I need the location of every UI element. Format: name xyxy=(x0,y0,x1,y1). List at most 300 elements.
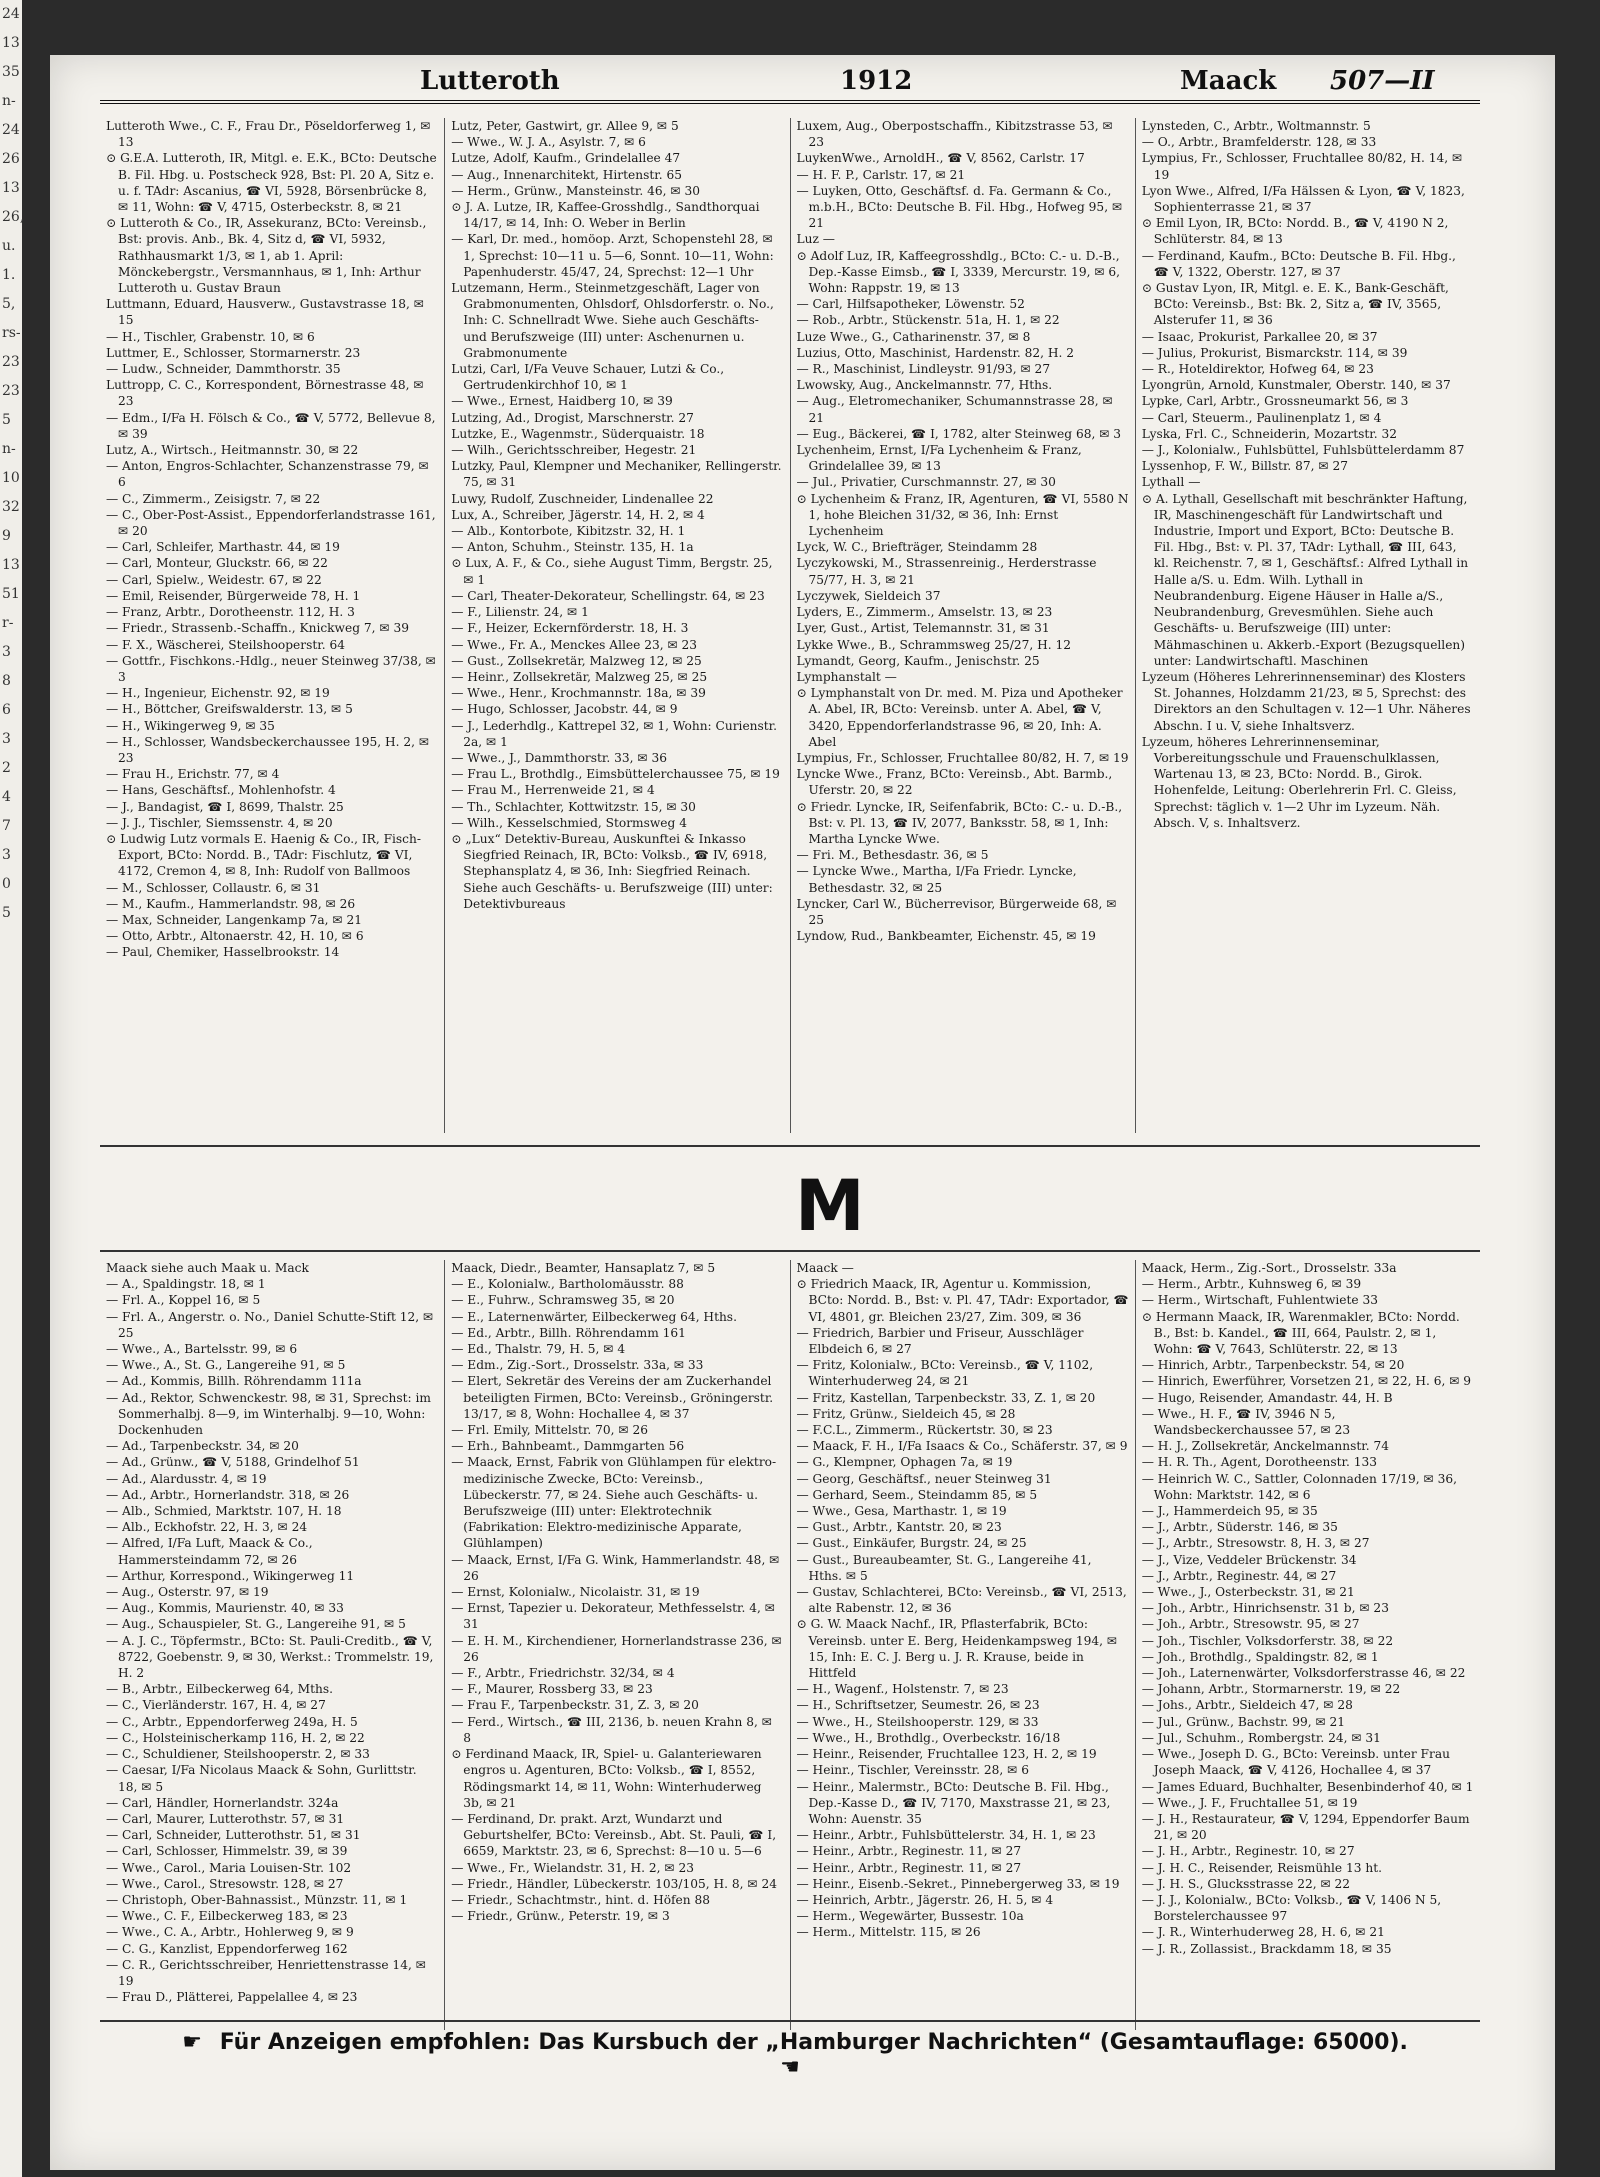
directory-entry: — Hugo, Reisender, Amandastr. 44, H. B xyxy=(1141,1390,1393,1405)
directory-entry: Luxem, Aug., Oberpostschaffn., Kibitzstrasse 53, ✉ 23 xyxy=(796,119,1113,150)
directory-entry: — H., Wagenf., Holstenstr. 7, ✉ 23 xyxy=(796,1682,1009,1697)
directory-entry: — J. J., Kolonialw., BCto: Volksb., ☎ V, 1406 N 5, Borstelerchaussee 97 xyxy=(1141,1892,1442,1924)
directory-entry: — C., Holsteinischerkamp 116, H. 2, ✉ 22 xyxy=(106,1730,365,1745)
directory-entry: — A., Spaldingstr. 18, ✉ 1 xyxy=(106,1277,266,1292)
directory-column xyxy=(444,1260,789,2030)
directory-column xyxy=(1135,118,1480,1133)
gutter-mark: 9 xyxy=(2,528,11,544)
directory-entry: ⊙ Emil Lyon, IR, BCto: Nordd. B., ☎ V, 4190 N 2, Schlüterstr. 84, ✉ 13 xyxy=(1141,216,1449,247)
directory-entry: — M., Kaufm., Hammerlandstr. 98, ✉ 26 xyxy=(106,896,356,911)
gutter-mark: 3 xyxy=(2,644,11,660)
directory-entry: — F., Lilienstr. 24, ✉ 1 xyxy=(451,605,589,620)
directory-entry: Maack siehe auch Maak u. Mack xyxy=(106,1261,309,1275)
directory-entry: Lyncke Wwe., Franz, BCto: Vereinsb., Abt. Barmb., Uferstr. 20, ✉ 22 xyxy=(796,767,1113,798)
directory-entry: — C. G., Kanzlist, Eppendorferweg 162 xyxy=(106,1941,348,1956)
section-divider xyxy=(100,1145,1480,1147)
directory-entry: ⊙ Lux, A. F., & Co., siehe August Timm, Bergstr. 25, ✉ 1 xyxy=(451,556,773,587)
directory-entry: ⊙ Ferdinand Maack, IR, Spiel- u. Galanteriewaren engros u. Agenturen, BCto: Volksb., ☎ I, 8552, Rödingsmarkt 14, ✉ 11, Wohn: Winterhuderweg 3b, ✉ 21 xyxy=(451,1747,762,1810)
header-right-keyword: Maack xyxy=(1180,66,1277,96)
directory-entry: — Heinr., Zollsekretär, Malzweg 25, ✉ 25 xyxy=(451,669,708,684)
directory-entry: Lutzke, E., Wagenmstr., Süderquaistr. 18 xyxy=(451,426,705,441)
directory-entry: — Fri. M., Bethesdastr. 36, ✉ 5 xyxy=(796,848,989,863)
directory-entry: Lutz, Peter, Gastwirt, gr. Allee 9, ✉ 5 xyxy=(451,119,679,133)
directory-entry: Lyer, Gust., Artist, Telemannstr. 31, ✉ 31 xyxy=(796,621,1050,636)
directory-entry: — Heinrich, Arbtr., Jägerstr. 26, H. 5, ✉ 4 xyxy=(796,1892,1054,1907)
directory-entry: — Aug., Osterstr. 97, ✉ 19 xyxy=(106,1585,269,1600)
directory-entry: — Wwe., H. F., ☎ IV, 3946 N 5, Wandsbeckerchaussee 57, ✉ 23 xyxy=(1141,1406,1351,1438)
directory-entry: — Carl, Monteur, Gluckstr. 66, ✉ 22 xyxy=(106,556,328,571)
page-number: 507—II xyxy=(1330,66,1435,96)
directory-entry: — J. H. S., Glucksstrasse 22, ✉ 22 xyxy=(1141,1876,1351,1891)
directory-entry: — Christoph, Ober-Bahnassist., Münzstr. 11, ✉ 1 xyxy=(106,1892,408,1907)
gutter-mark: 5 xyxy=(2,412,11,428)
directory-entry: — R., Hoteldirektor, Hofweg 64, ✉ 23 xyxy=(1141,362,1374,377)
directory-entry: — J., Kolonialw., Fuhlsbüttel, Fuhlsbüttelerdamm 87 xyxy=(1141,443,1465,458)
directory-column xyxy=(100,1260,444,2030)
directory-entry: — Frau M., Herrenweide 21, ✉ 4 xyxy=(451,783,655,798)
directory-entry: ⊙ „Lux“ Detektiv-Bureau, Auskunftei & Inkasso Siegfried Reinach, IR, BCto: Volksb., ☎ IV, 6918, Stephansplatz 4, ✉ 36, Inh: Siegfried Reinach. Siehe auch Geschäfts- u. Berufszweige (III) unter: Detektivbureaus xyxy=(451,831,773,911)
directory-entry: — C., Schuldiener, Steilshooperstr. 2, ✉ 33 xyxy=(106,1747,370,1762)
directory-entry: — F. X., Wäscherei, Steilshooperstr. 64 xyxy=(106,637,345,652)
directory-entry: Lyndow, Rud., Bankbeamter, Eichenstr. 45, ✉ 19 xyxy=(796,929,1096,944)
directory-entry: — E., Fuhrw., Schramsweg 35, ✉ 20 xyxy=(451,1293,675,1308)
gutter-mark: 24 xyxy=(2,6,20,22)
directory-entry: — J., Arbtr., Reginestr. 44, ✉ 27 xyxy=(1141,1568,1337,1583)
directory-entry: — Lyncke Wwe., Martha, I/Fa Friedr. Lyncke, Bethesdastr. 32, ✉ 25 xyxy=(796,864,1077,895)
directory-entry: — Eug., Bäckerei, ☎ I, 1782, alter Steinweg 68, ✉ 3 xyxy=(796,426,1122,441)
directory-entry: — Ad., Arbtr., Hornerlandstr. 318, ✉ 26 xyxy=(106,1487,350,1502)
directory-entry: — H. F. P., Carlstr. 17, ✉ 21 xyxy=(796,167,966,182)
directory-entry: — Carl, Händler, Hornerlandstr. 324a xyxy=(106,1795,339,1810)
left-gutter xyxy=(0,0,25,2177)
directory-entry: — F., Arbtr., Friedrichstr. 32/34, ✉ 4 xyxy=(451,1666,675,1681)
gutter-mark: 3 xyxy=(2,731,11,747)
directory-entry: — J. R., Winterhuderweg 28, H. 6, ✉ 21 xyxy=(1141,1925,1385,1940)
directory-entry: — Frau F., Tarpenbeckstr. 31, Z. 3, ✉ 20 xyxy=(451,1698,699,1713)
directory-entry: — Elert, Sekretär des Vereins der am Zuckerhandel beteiligten Firmen, BCto: Vereinsb., Gröningerstr. 13/17, ✉ 8, Wohn: Hochallee 4, ✉ 37 xyxy=(451,1374,774,1421)
gutter-mark: 8 xyxy=(2,673,11,689)
gutter-mark: 7 xyxy=(2,818,11,834)
directory-entry: — Carl, Spielw., Weidestr. 67, ✉ 22 xyxy=(106,572,322,587)
advertisement-footer xyxy=(160,2030,1420,2080)
directory-entry: — J., Hammerdeich 95, ✉ 35 xyxy=(1141,1504,1318,1519)
directory-entry: ⊙ Gustav Lyon, IR, Mitgl. e. E. K., Bank-Geschäft, BCto: Vereinsb., Bst: Bk. 2, Sitz a, ☎ IV, 3565, Alsterufer 11, ✉ 36 xyxy=(1141,281,1449,328)
directory-entry: — Heinr., Arbtr., Fuhlsbüttelerstr. 34, H. 1, ✉ 23 xyxy=(796,1828,1096,1843)
directory-entry: — H., Wikingerweg 9, ✉ 35 xyxy=(106,718,275,733)
directory-entry: — Heinr., Malermstr., BCto: Deutsche B. Fil. Hbg., Dep.-Kasse D., ☎ IV, 7170, Maxstrasse 21, ✉ 23, Wohn: Auenstr. 35 xyxy=(796,1779,1111,1826)
directory-entry: — Herm., Wegewärter, Bussestr. 10a xyxy=(796,1909,1024,1924)
directory-entry: — Wwe., Carol., Stresowstr. 128, ✉ 27 xyxy=(106,1876,344,1891)
directory-entry: — Ed., Thalstr. 79, H. 5, ✉ 4 xyxy=(451,1342,626,1357)
directory-entry: ⊙ Lychenheim & Franz, IR, Agenturen, ☎ VI, 5580 N 1, hohe Bleichen 31/32, ✉ 36, Inh: Ernst Lychenheim xyxy=(796,491,1129,539)
directory-entry: Lykke Wwe., B., Schrammsweg 25/27, H. 12 xyxy=(796,637,1072,652)
directory-entry: — Wwe., J., Dammthorstr. 33, ✉ 36 xyxy=(451,750,667,765)
gutter-mark: 51 xyxy=(2,586,20,602)
directory-entry: — Frau L., Brothdlg., Eimsbüttelerchaussee 75, ✉ 19 xyxy=(451,767,780,782)
directory-entry: — Carl, Schneider, Lutterothstr. 51, ✉ 31 xyxy=(106,1828,361,1843)
footer-divider xyxy=(100,2020,1480,2022)
directory-entry: ⊙ Friedr. Lyncke, IR, Seifenfabrik, BCto: C.- u. D.-B., Bst: v. Pl. 13, ☎ IV, 2077, Banksstr. 58, ✉ 1, Inh: Martha Lyncke Wwe. xyxy=(796,799,1123,846)
page-header xyxy=(100,60,1480,104)
directory-entry: — Carl, Theater-Dekorateur, Schellingstr. 64, ✉ 23 xyxy=(451,588,765,603)
directory-entry: — Herm., Grünw., Mansteinstr. 46, ✉ 30 xyxy=(451,183,700,198)
directory-entry: ⊙ Friedrich Maack, IR, Agentur u. Kommission, BCto: Nordd. B., Bst: v. Pl. 47, TAdr: Exportador, ☎ VI, 4801, gr. Bleichen 23/27, Zim. 309, ✉ 36 xyxy=(796,1277,1129,1324)
directory-entry: — Ernst, Kolonialw., Nicolaistr. 31, ✉ 19 xyxy=(451,1585,700,1600)
directory-entry: — R., Maschinist, Lindleystr. 91/93, ✉ 27 xyxy=(796,362,1051,377)
directory-entry: — Gust., Bureaubeamter, St. G., Langereihe 41, Hths. ✉ 5 xyxy=(796,1552,1092,1583)
directory-entry: — Jul., Privatier, Curschmannstr. 27, ✉ 30 xyxy=(796,475,1056,490)
directory-entry: — Fritz, Kastellan, Tarpenbeckstr. 33, Z. 1, ✉ 20 xyxy=(796,1390,1096,1405)
directory-entry: — Wwe., A., Bartelsstr. 99, ✉ 6 xyxy=(106,1342,298,1357)
directory-entry: — Ad., Tarpenbeckstr. 34, ✉ 20 xyxy=(106,1439,299,1454)
directory-entry: — Aug., Schauspieler, St. G., Langereihe 91, ✉ 5 xyxy=(106,1617,406,1632)
directory-entry: Lychenheim, Ernst, I/Fa Lychenheim & Franz, Grindelallee 39, ✉ 13 xyxy=(796,443,1082,474)
gutter-mark: n- xyxy=(2,441,16,457)
gutter-mark: 32 xyxy=(2,499,20,515)
directory-entry: — Hinrich, Ewerführer, Vorsetzen 21, ✉ 22, H. 6, ✉ 9 xyxy=(1141,1374,1472,1389)
directory-entry: — Friedr., Strassenb.-Schaffn., Knickweg 7, ✉ 39 xyxy=(106,621,409,636)
directory-entry: — Hans, Geschäftsf., Mohlenhofstr. 4 xyxy=(106,783,336,798)
gutter-mark: 13 xyxy=(2,557,20,573)
directory-entry: — Arthur, Korrespond., Wikingerweg 11 xyxy=(106,1568,355,1583)
directory-entry: — Carl, Schleifer, Marthastr. 44, ✉ 19 xyxy=(106,540,340,555)
directory-entry: — Ludw., Schneider, Dammthorstr. 35 xyxy=(106,362,341,377)
directory-entry: — Jul., Grünw., Bachstr. 99, ✉ 21 xyxy=(1141,1714,1346,1729)
bottom-entries xyxy=(100,1260,1480,2030)
directory-entry: — Ferdinand, Kaufm., BCto: Deutsche B. Fil. Hbg., ☎ V, 1322, Oberstr. 127, ✉ 37 xyxy=(1141,248,1456,279)
directory-entry: — J. H., Restaurateur, ☎ V, 1294, Eppendorfer Baum 21, ✉ 20 xyxy=(1141,1811,1470,1843)
directory-entry: — H. J., Zollsekretär, Anckelmannstr. 74 xyxy=(1141,1439,1390,1454)
directory-entry: — Alb., Schmied, Marktstr. 107, H. 18 xyxy=(106,1504,342,1519)
directory-entry: Lythall — xyxy=(1141,475,1201,490)
directory-entry: — O., Arbtr., Bramfelderstr. 128, ✉ 33 xyxy=(1141,135,1377,150)
directory-entry: — Gustav, Schlachterei, BCto: Vereinsb., ☎ VI, 2513, alte Rabenstr. 12, ✉ 36 xyxy=(796,1585,1127,1616)
directory-entry: — Friedrich, Barbier und Friseur, Ausschläger Elbdeich 6, ✉ 27 xyxy=(796,1325,1084,1357)
directory-entry: ⊙ Ludwig Lutz vormals E. Haenig & Co., IR, Fisch-Export, BCto: Nordd. B., TAdr: Fischlutz, ☎ VI, 4172, Cremon 4, ✉ 8, Inh: Rudolf von Ballmoos xyxy=(106,831,421,879)
directory-entry: — H., Schriftsetzer, Seumestr. 26, ✉ 23 xyxy=(796,1698,1040,1713)
directory-entry: — E., Laternenwärter, Eilbeckerweg 64, Hths. xyxy=(451,1309,737,1324)
directory-entry: — Carl, Steuerm., Paulinenplatz 1, ✉ 4 xyxy=(1141,410,1382,425)
directory-column xyxy=(100,118,444,1133)
directory-entry: Luz — xyxy=(796,232,835,247)
directory-entry: — Ed., Arbtr., Billh. Röhrendamm 161 xyxy=(451,1325,686,1340)
section-divider-lower xyxy=(100,1250,1480,1252)
directory-entry: Lympius, Fr., Schlosser, Fruchtallee 80/82, H. 7, ✉ 19 xyxy=(796,750,1129,765)
directory-entry: Luwy, Rudolf, Zuschneider, Lindenallee 22 xyxy=(451,491,714,506)
directory-entry: Lypke, Carl, Arbtr., Grossneumarkt 56, ✉ 3 xyxy=(1141,394,1409,409)
gutter-mark: n- xyxy=(2,93,16,109)
directory-entry: Luzius, Otto, Maschinist, Hardenstr. 82, H. 2 xyxy=(796,345,1075,360)
gutter-mark: 26 xyxy=(2,151,20,167)
directory-entry: — Wwe., Henr., Krochmannstr. 18a, ✉ 39 xyxy=(451,686,706,701)
gutter-mark: 23 xyxy=(2,354,20,370)
directory-entry: — James Eduard, Buchhalter, Besenbinderhof 40, ✉ 1 xyxy=(1141,1779,1474,1794)
directory-entry: Lyongrün, Arnold, Kunstmaler, Oberstr. 140, ✉ 37 xyxy=(1141,378,1451,393)
directory-entry: — Heinr., Arbtr., Reginestr. 11, ✉ 27 xyxy=(796,1844,1022,1859)
directory-entry: — Caesar, I/Fa Nicolaus Maack & Sohn, Gurlittstr. 18, ✉ 5 xyxy=(106,1763,417,1794)
directory-entry: Lyders, E., Zimmerm., Amselstr. 13, ✉ 23 xyxy=(796,605,1053,620)
directory-entry: — Ernst, Tapezier u. Dekorateur, Methfesselstr. 4, ✉ 31 xyxy=(451,1601,775,1632)
directory-entry: — Wwe., Ernest, Haidberg 10, ✉ 39 xyxy=(451,394,673,409)
directory-entry: — H., Schlosser, Wandsbeckerchaussee 195, H. 2, ✉ 23 xyxy=(106,734,430,765)
directory-entry: — Alfred, I/Fa Luft, Maack & Co., Hammersteindamm 72, ✉ 26 xyxy=(106,1536,313,1567)
pointing-hand-right-icon: ☚ xyxy=(780,2055,800,2080)
directory-entry: — Jul., Schuhm., Rombergstr. 24, ✉ 31 xyxy=(1141,1730,1381,1745)
directory-entry: — Joh., Arbtr., Hinrichsenstr. 31 b, ✉ 23 xyxy=(1141,1601,1389,1616)
directory-entry: — Gust., Arbtr., Kantstr. 20, ✉ 23 xyxy=(796,1520,1002,1535)
directory-entry: — Luyken, Otto, Geschäftsf. d. Fa. Germann & Co., m.b.H., BCto: Deutsche B. Fil. Hbg., Hofweg 95, ✉ 21 xyxy=(796,183,1123,231)
directory-entry: — Maack, F. H., I/Fa Isaacs & Co., Schäferstr. 37, ✉ 9 xyxy=(796,1439,1128,1454)
directory-column xyxy=(790,118,1135,1133)
gutter-mark: 5 xyxy=(2,905,11,921)
gutter-mark: 3 xyxy=(2,847,11,863)
gutter-mark: 0 xyxy=(2,876,11,892)
directory-entry: — F.C.L., Zimmerm., Rückertstr. 30, ✉ 23 xyxy=(796,1423,1053,1438)
directory-entry: — J. H. C., Reisender, Reismühle 13 ht. xyxy=(1141,1860,1383,1875)
directory-entry: — Gerhard, Seem., Steindamm 85, ✉ 5 xyxy=(796,1487,1038,1502)
directory-entry: — C., Arbtr., Eppendorferweg 249a, H. 5 xyxy=(106,1714,358,1729)
directory-entry: — Wwe., C. A., Arbtr., Hohlerweg 9, ✉ 9 xyxy=(106,1925,354,1940)
directory-entry: — Edm., Zig.-Sort., Drosselstr. 33a, ✉ 33 xyxy=(451,1358,704,1373)
directory-entry: — Herm., Mittelstr. 115, ✉ 26 xyxy=(796,1925,981,1940)
directory-entry: Lyczykowski, M., Strassenreinig., Herderstrasse 75/77, H. 3, ✉ 21 xyxy=(796,556,1097,587)
directory-entry: — Frl. Emily, Mittelstr. 70, ✉ 26 xyxy=(451,1423,649,1438)
directory-entry: — J., Arbtr., Süderstr. 146, ✉ 35 xyxy=(1141,1520,1338,1535)
gutter-mark: 5, xyxy=(2,296,16,312)
directory-entry: ⊙ Adolf Luz, IR, Kaffeegrosshdlg., BCto: C.- u. D.-B., Dep.-Kasse Eimsb., ☎ I, 3339, Mercurstr. 19, ✉ 6, Wohn: Rappstr. 19, ✉ 13 xyxy=(796,248,1121,296)
directory-entry: Lyssenhop, F. W., Billstr. 87, ✉ 27 xyxy=(1141,459,1349,474)
footer-text: Für Anzeigen empfohlen: Das Kursbuch der „Hamburger Nachrichten“ (Gesamtauflage: 65000). xyxy=(219,2030,1408,2055)
directory-entry: Lutzemann, Herm., Steinmetzgeschäft, Lager von Grabmonumenten, Ohlsdorf, Ohlsdorferstr. o. No., Inh: C. Schnellradt Wwe. Siehe auch Geschäfts- und Berufszweige (III) unter: Aschenurnen u. Grabmonumente xyxy=(451,281,774,360)
directory-entry: Lwowsky, Aug., Anckelmannstr. 77, Hths. xyxy=(796,378,1053,393)
gutter-mark: 1. xyxy=(2,267,16,283)
directory-entry: — Friedr., Händler, Lübeckerstr. 103/105, H. 8, ✉ 24 xyxy=(451,1876,777,1891)
gutter-mark: 4 xyxy=(2,789,11,805)
directory-entry: — Alb., Kontorbote, Kibitzstr. 32, H. 1 xyxy=(451,524,686,539)
directory-entry: — Wwe., C. F., Eilbeckerweg 183, ✉ 23 xyxy=(106,1909,348,1924)
gutter-mark: 13 xyxy=(2,180,20,196)
directory-entry: — Hugo, Schlosser, Jacobstr. 44, ✉ 9 xyxy=(451,702,678,717)
directory-entry: — Wwe., J. F., Fruchtallee 51, ✉ 19 xyxy=(1141,1795,1358,1810)
directory-entry: — Heinr., Reisender, Fruchtallee 123, H. 2, ✉ 19 xyxy=(796,1747,1097,1762)
gutter-mark: 35 xyxy=(2,64,20,80)
directory-entry: — F., Heizer, Eckernförderstr. 18, H. 3 xyxy=(451,621,689,636)
directory-entry: — H., Böttcher, Greifswalderstr. 13, ✉ 5 xyxy=(106,702,353,717)
directory-entry: Lympius, Fr., Schlosser, Fruchtallee 80/82, H. 14, ✉ 19 xyxy=(1141,151,1463,182)
top-entries xyxy=(100,118,1480,1133)
directory-entry: — J. H., Arbtr., Reginestr. 10, ✉ 27 xyxy=(1141,1844,1355,1859)
directory-entry: — Ferdinand, Dr. prakt. Arzt, Wundarzt und Geburtshelfer, BCto: Vereinsb., Abt. St. Pauli, ☎ I, 6659, Marktstr. 23, ✉ 6, Sprechst: 8—10 u. 5—6 xyxy=(451,1811,777,1859)
directory-entry: ⊙ Lutteroth & Co., IR, Assekuranz, BCto: Vereinsb., Bst: provis. Anb., Bk. 4, Sitz d, ☎ VI, 5932, Rathhausmarkt 1/3, ✉ 1, ab 1. April: Mönckebergstr., Versmannhaus, ✉ 1, Inh: Arthur Lutteroth u. Gustav Braun xyxy=(106,216,427,296)
directory-entry: — Aug., Eletromechaniker, Schumannstrasse 28, ✉ 21 xyxy=(796,394,1113,425)
directory-entry: Lymandt, Georg, Kaufm., Jenischstr. 25 xyxy=(796,653,1040,668)
directory-entry: ⊙ A. Lythall, Gesellschaft mit beschränkter Haftung, IR, Maschinengeschäft für Landwirtschaft und Industrie, Import und Export, BCto: Deutsche B. Fil. Hbg., Bst: v. Pl. 37, TAdr: Lythall, ☎ III, 643, kl. Reichenstr. 7, ✉ 1, Geschäftsf.: Alfred Lythall in Halle a/S. u. Edm. Wilh. Lythall in Neubrandenburg. Eigene Häuser in Halle a/S., Neubrandenburg, Grevesmühlen. Siehe auch Geschäfts- u. Berufszweige (III) unter: Mähmaschinen u. Akkerb.-Export (Bezugsquellen) unter: Landwirtschaftl. Maschinen xyxy=(1141,491,1469,668)
directory-entry: — Wilh., Kesselschmied, Stormsweg 4 xyxy=(451,815,687,830)
directory-entry: — Wilh., Gerichtsschreiber, Hegestr. 21 xyxy=(451,443,697,458)
directory-entry: — J., Arbtr., Stresowstr. 8, H. 3, ✉ 27 xyxy=(1141,1536,1370,1551)
directory-entry: ⊙ Lymphanstalt von Dr. med. M. Piza und Apotheker A. Abel, IR, BCto: Vereinsb. unter A. Abel, ☎ V, 3420, Eppendorferlandstrasse 96, ✉ 20, Inh: A. Abel xyxy=(796,686,1123,749)
directory-entry: — C., Vierländerstr. 167, H. 4, ✉ 27 xyxy=(106,1698,326,1713)
directory-entry: — J., Bandagist, ☎ I, 8699, Thalstr. 25 xyxy=(106,799,344,814)
gutter-mark: 10 xyxy=(2,470,20,486)
directory-entry: — Herm., Arbtr., Kuhnsweg 6, ✉ 39 xyxy=(1141,1277,1362,1292)
directory-entry: — Joh., Tischler, Volksdorferstr. 38, ✉ 22 xyxy=(1141,1633,1394,1648)
directory-entry: Luttropp, C. C., Korrespondent, Börnestrasse 48, ✉ 23 xyxy=(106,378,424,409)
directory-entry: — Wwe., J., Osterbeckstr. 31, ✉ 21 xyxy=(1141,1585,1355,1600)
directory-entry: ⊙ G.E.A. Lutteroth, IR, Mitgl. e. E.K., BCto: Deutsche B. Fil. Hbg. u. Postscheck 928, Bst: Pl. 20 A, Sitz e. u. f. TAdr: Ascanius, ☎ VI, 5928, Börsenbrücke 8, ✉ 11, Wohn: ☎ V, 4715, Osterbeckstr. 8, ✉ 21 xyxy=(106,151,437,215)
directory-entry: Lutz, A., Wirtsch., Heitmannstr. 30, ✉ 22 xyxy=(106,443,359,458)
directory-entry: Lutteroth Wwe., C. F., Frau Dr., Pöseldorferweg 1, ✉ 13 xyxy=(106,119,431,150)
directory-entry: Lutze, Adolf, Kaufm., Grindelallee 47 xyxy=(451,151,681,166)
gutter-mark: 26, xyxy=(2,209,25,225)
directory-entry: — E., Kolonialw., Bartholomäusstr. 88 xyxy=(451,1277,684,1292)
directory-entry: — Frl. A., Koppel 16, ✉ 5 xyxy=(106,1293,261,1308)
directory-entry: — Max, Schneider, Langenkamp 7a, ✉ 21 xyxy=(106,912,362,927)
directory-entry: — Wwe., H., Brothdlg., Overbeckstr. 16/18 xyxy=(796,1730,1061,1745)
directory-entry: — Carl, Hilfsapotheker, Löwenstr. 52 xyxy=(796,297,1025,312)
directory-entry: — Aug., Kommis, Maurienstr. 40, ✉ 33 xyxy=(106,1601,344,1616)
directory-entry: Lutzky, Paul, Klempner und Mechaniker, Rellingerstr. 75, ✉ 31 xyxy=(451,459,782,490)
directory-entry: — Joh., Laternenwärter, Volksdorferstrasse 46, ✉ 22 xyxy=(1141,1666,1466,1681)
pointing-hand-left-icon: ☛ xyxy=(182,2030,202,2055)
directory-entry: — Wwe., Fr. A., Menckes Allee 23, ✉ 23 xyxy=(451,637,698,652)
directory-entry: — Heinrich W. C., Sattler, Colonnaden 17/19, ✉ 36, Wohn: Marktstr. 142, ✉ 6 xyxy=(1141,1471,1458,1502)
directory-entry: — Karl, Dr. med., homöop. Arzt, Schopenstehl 28, ✉ 1, Sprechst: 10—11 u. 5—6, Sonnt. 10—11, Wohn: Papenhuderstr. 45/47, 24, Sprechst: 12—1 Uhr xyxy=(451,232,774,279)
directory-entry: Lynsteden, C., Arbtr., Woltmannstr. 5 xyxy=(1141,119,1371,133)
directory-entry: — Maack, Ernst, I/Fa G. Wink, Hammerlandstr. 48, ✉ 26 xyxy=(451,1552,780,1583)
directory-entry: — Frl. A., Angerstr. o. No., Daniel Schutte-Stift 12, ✉ 25 xyxy=(106,1309,434,1340)
section-letter: M xyxy=(795,1165,865,1247)
directory-entry: — Gust., Einkäufer, Burgstr. 24, ✉ 25 xyxy=(796,1536,1027,1551)
directory-entry: — J., Lederhdlg., Kattrepel 32, ✉ 1, Wohn: Curienstr. 2a, ✉ 1 xyxy=(451,718,778,749)
directory-entry: — Maack, Ernst, Fabrik von Glühlampen für elektro-medizinische Zwecke, BCto: Vereinsb., Lübeckerstr. 77, ✉ 24. Siehe auch Geschäfts- u. Berufszweige (III) unter: Elektrotechnik (Fabrikation: Elektro-medizinische Apparate, Glühlampen) xyxy=(451,1455,777,1551)
gutter-mark: 13 xyxy=(2,35,20,51)
directory-entry: Lyzeum, höheres Lehrerinnenseminar, Vorbereitungsschule und Frauenschulklassen, Wartenau 13, ✉ 23, BCto: Nordd. B., Girok. Hohenfelde, Leitung: Oberlehrerin Frl. C. Gleiss, Sprechst: täglich v. 1—2 Uhr im Lyzeum. Näh. Absch. V, s. Inhaltsverz. xyxy=(1141,734,1457,830)
directory-entry: — Carl, Schlosser, Himmelstr. 39, ✉ 39 xyxy=(106,1844,348,1859)
directory-entry: — Ferd., Wirtsch., ☎ III, 2136, b. neuen Krahn 8, ✉ 8 xyxy=(451,1714,772,1745)
gutter-mark: 2 xyxy=(2,760,11,776)
directory-entry: — Georg, Geschäftsf., neuer Steinweg 31 xyxy=(796,1471,1052,1486)
directory-column xyxy=(1135,1260,1480,2030)
directory-entry: Luttmer, E., Schlosser, Stormarnerstr. 23 xyxy=(106,345,361,360)
directory-entry: — Edm., I/Fa H. Fölsch & Co., ☎ V, 5772, Bellevue 8, ✉ 39 xyxy=(106,410,436,441)
gutter-mark: 6 xyxy=(2,702,11,718)
directory-entry: — Erh., Bahnbeamt., Dammgarten 56 xyxy=(451,1439,685,1454)
directory-column xyxy=(444,118,789,1133)
directory-entry: Lymphanstalt — xyxy=(796,669,897,684)
directory-entry: — Heinr., Eisenb.-Sekret., Pinnebergerweg 33, ✉ 19 xyxy=(796,1876,1120,1891)
directory-entry: — Heinr., Arbtr., Reginestr. 11, ✉ 27 xyxy=(796,1860,1022,1875)
directory-entry: — G., Klempner, Ophagen 7a, ✉ 19 xyxy=(796,1455,1013,1470)
directory-entry: Lutzi, Carl, I/Fa Veuve Schauer, Lutzi & Co., Gertrudenkirchhof 10, ✉ 1 xyxy=(451,362,725,393)
directory-entry: — Otto, Arbtr., Altonaerstr. 42, H. 10, ✉ 6 xyxy=(106,929,364,944)
directory-entry: — J. J., Tischler, Siemssenstr. 4, ✉ 20 xyxy=(106,815,333,830)
directory-entry: — Heinr., Tischler, Vereinsstr. 28, ✉ 6 xyxy=(796,1763,1029,1778)
directory-entry: — J. R., Zollassist., Brackdamm 18, ✉ 35 xyxy=(1141,1941,1392,1956)
directory-entry: — Ad., Kommis, Billh. Röhrendamm 111a xyxy=(106,1374,362,1389)
gutter-mark: rs- xyxy=(2,325,21,341)
directory-entry: Lutzing, Ad., Drogist, Marschnerstr. 27 xyxy=(451,410,694,425)
directory-entry: — Friedr., Grünw., Peterstr. 19, ✉ 3 xyxy=(451,1909,670,1924)
directory-entry: Luze Wwe., G., Catharinenstr. 37, ✉ 8 xyxy=(796,329,1031,344)
directory-entry: — Ad., Rektor, Schwenckestr. 98, ✉ 31, Sprechst: im Sommerhalbj. 8—9, im Winterhalbj. 9—10, Wohn: Dockenhuden xyxy=(106,1390,431,1438)
directory-entry: — Wwe., Joseph D. G., BCto: Vereinsb. unter Frau Joseph Maack, ☎ V, 4126, Hochallee 4, ✉ 37 xyxy=(1141,1747,1450,1778)
directory-entry: — Franz, Arbtr., Dorotheenstr. 112, H. 3 xyxy=(106,605,355,620)
directory-entry: — Anton, Engros-Schlachter, Schanzenstrasse 79, ✉ 6 xyxy=(106,459,429,490)
directory-entry: — Friedr., Schachtmstr., hint. d. Höfen 88 xyxy=(451,1892,711,1907)
directory-entry: — Ad., Alardusstr. 4, ✉ 19 xyxy=(106,1471,267,1486)
directory-entry: — Th., Schlachter, Kottwitzstr. 15, ✉ 30 xyxy=(451,799,696,814)
directory-entry: — Aug., Innenarchitekt, Hirtenstr. 65 xyxy=(451,167,682,182)
directory-entry: — Wwe., A., St. G., Langereihe 91, ✉ 5 xyxy=(106,1358,346,1373)
directory-entry: — Julius, Prokurist, Bismarckstr. 114, ✉ 39 xyxy=(1141,345,1408,360)
directory-entry: — C., Zimmerm., Zeisigstr. 7, ✉ 22 xyxy=(106,491,321,506)
directory-entry: — Paul, Chemiker, Hasselbrookstr. 14 xyxy=(106,945,340,960)
gutter-mark: 23 xyxy=(2,383,20,399)
gutter-mark: r- xyxy=(2,615,14,631)
directory-entry: — Gust., Zollsekretär, Malzweg 12, ✉ 25 xyxy=(451,653,702,668)
directory-column xyxy=(790,1260,1135,2030)
directory-entry: Maack, Diedr., Beamter, Hansaplatz 7, ✉ 5 xyxy=(451,1261,716,1275)
directory-entry: — Isaac, Prokurist, Parkallee 20, ✉ 37 xyxy=(1141,329,1378,344)
directory-entry: Maack, Herm., Zig.-Sort., Drosselstr. 33a xyxy=(1141,1261,1397,1275)
directory-entry: — Fritz, Kolonialw., BCto: Vereinsb., ☎ V, 1102, Winterhuderweg 24, ✉ 21 xyxy=(796,1358,1094,1389)
directory-entry: ⊙ G. W. Maack Nachf., IR, Pflasterfabrik, BCto: Vereinsb. unter E. Berg, Heidenkampsweg 194, ✉ 15, Inh: E. C. J. Berg u. J. R. Krause, beide in Hittfeld xyxy=(796,1617,1118,1681)
directory-entry: — Wwe., W. J. A., Asylstr. 7, ✉ 6 xyxy=(451,135,646,150)
directory-entry: — E. H. M., Kirchendiener, Hornerlandstrasse 236, ✉ 26 xyxy=(451,1633,782,1664)
directory-entry: — Wwe., Fr., Wielandstr. 31, H. 2, ✉ 23 xyxy=(451,1860,695,1875)
directory-entry: — Wwe., Carol., Maria Louisen-Str. 102 xyxy=(106,1860,352,1875)
directory-entry: Lyon Wwe., Alfred, I/Fa Hälssen & Lyon, ☎ V, 1823, Sophienterrasse 21, ✉ 37 xyxy=(1141,183,1465,215)
directory-entry: — Johann, Arbtr., Stormarnerstr. 19, ✉ 22 xyxy=(1141,1682,1401,1697)
directory-entry: Maack — xyxy=(796,1261,854,1275)
directory-entry: — Joh., Arbtr., Stresowstr. 95, ✉ 27 xyxy=(1141,1617,1360,1632)
directory-entry: — Carl, Maurer, Lutterothstr. 57, ✉ 31 xyxy=(106,1811,345,1826)
directory-entry: Lyczywek, Sieldeich 37 xyxy=(796,588,941,603)
directory-entry: Lyck, W. C., Briefträger, Steindamm 28 xyxy=(796,540,1038,555)
directory-entry: — Joh., Brothdlg., Spaldingstr. 82, ✉ 1 xyxy=(1141,1649,1379,1664)
directory-entry: — B., Arbtr., Eilbeckerweg 64, Mths. xyxy=(106,1682,333,1697)
directory-entry: — Frau H., Erichstr. 77, ✉ 4 xyxy=(106,767,280,782)
directory-entry: ⊙ Hermann Maack, IR, Warenmakler, BCto: Nordd. B., Bst: b. Kandel., ☎ III, 664, Paulstr. 2, ✉ 1, Wohn: ☎ V, 7643, Schlüterstr. 22, ✉ 13 xyxy=(1141,1309,1460,1357)
directory-entry: — Johs., Arbtr., Sieldeich 47, ✉ 28 xyxy=(1141,1698,1353,1713)
directory-entry: Lyzeum (Höheres Lehrerinnenseminar) des Klosters St. Johannes, Holzdamm 21/23, ✉ 5, Sprechst: des Direktors an den Schultagen v. 12—1 Uhr. Näheres Abschn. I u. V, siehe Inhaltsverz. xyxy=(1141,669,1471,733)
directory-entry: — M., Schlosser, Collaustr. 6, ✉ 31 xyxy=(106,880,321,895)
directory-entry: — H. R. Th., Agent, Dorotheenstr. 133 xyxy=(1141,1455,1377,1470)
directory-entry: — Wwe., Gesa, Marthastr. 1, ✉ 19 xyxy=(796,1504,1007,1519)
directory-entry: — Hinrich, Arbtr., Tarpenbeckstr. 54, ✉ 20 xyxy=(1141,1358,1405,1373)
directory-entry: — Wwe., H., Steilshooperstr. 129, ✉ 33 xyxy=(796,1714,1039,1729)
directory-entry: Lyska, Frl. C., Schneiderin, Mozartstr. 32 xyxy=(1141,426,1398,441)
header-year: 1912 xyxy=(840,66,913,96)
header-left-keyword: Lutteroth xyxy=(420,66,560,96)
directory-entry: LuykenWwe., ArnoldH., ☎ V, 8562, Carlstr. 17 xyxy=(796,151,1085,166)
directory-entry: — Herm., Wirtschaft, Fuhlentwiete 33 xyxy=(1141,1293,1378,1308)
directory-entry: — C. R., Gerichtsschreiber, Henriettenstrasse 14, ✉ 19 xyxy=(106,1957,426,1988)
gutter-mark: u. xyxy=(2,238,16,254)
directory-entry: — Gottfr., Fischkons.-Hdlg., neuer Steinweg 37/38, ✉ 3 xyxy=(106,653,436,684)
directory-entry: — F., Maurer, Rossberg 33, ✉ 23 xyxy=(451,1682,653,1697)
directory-entry: — Anton, Schuhm., Steinstr. 135, H. 1a xyxy=(451,540,694,555)
directory-entry: — J., Vize, Veddeler Brückenstr. 34 xyxy=(1141,1552,1357,1567)
directory-entry: Lyncker, Carl W., Bücherrevisor, Bürgerweide 68, ✉ 25 xyxy=(796,896,1117,927)
directory-entry: Luttmann, Eduard, Hausverw., Gustavstrasse 18, ✉ 15 xyxy=(106,297,424,328)
gutter-mark: 24 xyxy=(2,122,20,138)
directory-entry: — Rob., Arbtr., Stückenstr. 51a, H. 1, ✉ 22 xyxy=(796,313,1060,328)
directory-entry: Lux, A., Schreiber, Jägerstr. 14, H. 2, ✉ 4 xyxy=(451,507,705,522)
directory-entry: — A. J. C., Töpfermstr., BCto: St. Pauli-Creditb., ☎ V, 8722, Goebenstr. 9, ✉ 30, Werkst.: Trommelstr. 19, H. 2 xyxy=(106,1633,434,1681)
directory-entry: — Emil, Reisender, Bürgerweide 78, H. 1 xyxy=(106,588,361,603)
